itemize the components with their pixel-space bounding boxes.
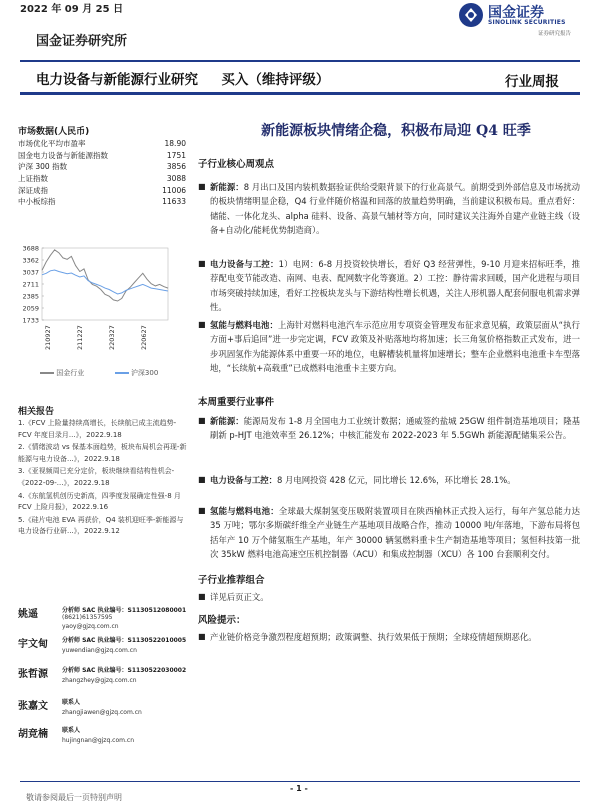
series-line-0: [42, 250, 168, 301]
header-divider: [20, 60, 580, 62]
analyst-email[interactable]: zhangzhey@gjzq.com.cn: [62, 677, 137, 684]
chart-legend: [40, 368, 158, 378]
core-point-item: [198, 180, 581, 238]
analyst-license: 分析师 SAC 执业编号：S1130512080001: [62, 607, 187, 614]
logo-text-cn: 国金证券: [488, 5, 544, 21]
event-label: 电力设备与工控：: [210, 475, 277, 485]
logo-subtitle: 证券研究报告: [538, 31, 572, 37]
analyst-license: 联系人: [62, 699, 81, 706]
y-tick-label: 3037: [22, 268, 39, 277]
event-item: [198, 414, 580, 443]
y-tick-label: 2059: [22, 304, 39, 313]
report-type: 行业周报: [505, 74, 559, 90]
event-item: [198, 473, 580, 487]
performance-chart: [18, 240, 188, 380]
market-row: 沪深 300 指数 3856: [18, 162, 186, 172]
y-tick-label: 2385: [22, 292, 39, 301]
analyst-card: [18, 663, 188, 699]
related-reports-list: [18, 418, 188, 539]
section-heading-core: 子行业核心周观点: [198, 159, 275, 170]
legend-label-hs300: 沪深300: [130, 369, 159, 377]
bullet-icon: ■: [198, 592, 206, 601]
related-report-link[interactable]: 5.《硅片电池 EVA 再获价，Q4 装机迎旺季-新能源与电力设备行业研...》，2022.9.12: [18, 515, 184, 536]
analyst-license: 分析师 SAC 执业编号：S1130522030002: [62, 667, 187, 674]
bullet-icon: ■: [198, 506, 206, 515]
event-text: 全球最大煤制氢变压吸附装置项目在陕西榆林正式投入运行，每年产氢总能力达 35 万吨；鄂尔多斯碳纤维全产业链生产基地项目战略合作，推动 10000 吨/年落地，下游布局将包括年产 10 万个储氢瓶生产基地，年产 30000 辆氢燃料重卡生产制造基地等项目；氢恒科技第一批次 35kW 燃料电池高速空压机控制器（ACU）和集成控制器（XCU）各 100 台套顺利交付。: [210, 506, 581, 560]
legend-swatch-hs300: [115, 372, 129, 374]
recommend-text: 详见后页正文。: [210, 592, 269, 602]
x-tick-label: 210927: [44, 325, 52, 350]
analyst-card: [18, 723, 188, 759]
related-report-link[interactable]: 2.《情绪波动 vs 保基本面趋势，板块布局机会再现-新能源与电力设备...》，2022.9.18: [18, 443, 187, 463]
related-report-link[interactable]: 1.《FCV 上险量持续高增长，长续航已成主流趋势-FCV 年度目录月...》，2022.9.18: [18, 419, 177, 439]
risk-text: 产业链价格竞争激烈程度超预期；政策调整、执行效果低于预期；全球疫情超预期恶化。: [210, 632, 537, 642]
core-point-text: 上海针对燃料电池汽车示范应用专项资金管理发布征求意见稿，政策层面从“执行方面+事后追回”进一步完定调，FCV 政策及补贴落地均将加速；长三角氢价格指数正式发布，进一步巩固氢作为能源体系中重要一环的地位，电解槽装机量将加速增长；整车企业燃料电池重卡车型落地，“长续航+高载重”已成燃料电池重卡主要方向。: [210, 320, 580, 374]
analyst-email[interactable]: yuwendian@gjzq.com.cn: [62, 647, 137, 654]
x-tick-label: 220627: [140, 325, 148, 350]
core-point-label: 电力设备与工控：: [210, 259, 279, 269]
analyst-email[interactable]: zhangjiawen@gjzq.com.cn: [62, 709, 142, 716]
analyst-phone: (8621)61357595: [62, 614, 113, 621]
market-data-table: [18, 138, 186, 208]
core-point-item: [198, 257, 581, 315]
analyst-name: 张嘉文: [18, 701, 48, 712]
bullet-icon: ■: [198, 259, 206, 268]
related-report-link[interactable]: 3.《亚视频周已充分定价，板块继续看结构性机会-《2022-09-...》，2022.9.18: [18, 467, 175, 487]
logo-text-en: SINOLINK SECURITIES: [488, 19, 566, 26]
recommend-item: [198, 590, 580, 604]
analyst-name: 宇文甸: [18, 639, 48, 650]
risk-item: [198, 630, 580, 644]
footer-divider: [20, 781, 580, 782]
event-label: 新能源：: [210, 416, 244, 426]
industry-name: 电力设备与新能源行业研究: [36, 72, 198, 88]
event-text: 8 月电网投资 428 亿元，同比增长 12.6%，环比增长 28.1%。: [277, 475, 516, 485]
event-text: 能源局发布 1-8 月全国电力工业统计数据；通威签约盐城 25GW 组件制造基地项目；隆基刷新 p-HJT 电池效率至 26.12%；中核汇能发布 2022-2023 年 5.5GWh 新能源配储集采公告。: [210, 416, 580, 441]
y-tick-label: 3688: [22, 244, 39, 253]
y-tick-label: 1733: [22, 316, 39, 325]
bullet-icon: ■: [198, 320, 206, 329]
bullet-icon: ■: [198, 182, 206, 191]
industry-rating-line: [36, 68, 329, 88]
org-name: 国金证券研究所: [36, 34, 128, 49]
y-tick-label: 3362: [22, 256, 39, 265]
core-point-label: 氢能与燃料电池：: [210, 320, 279, 330]
related-reports-heading: 相关报告: [18, 407, 55, 417]
title-divider: [20, 92, 580, 95]
rating: 买入（维持评级）: [221, 72, 330, 88]
market-row: 国金电力设备与新能源指数 1751: [18, 150, 186, 160]
analyst-email[interactable]: yaoy@gjzq.com.cn: [62, 623, 119, 630]
core-point-item: [198, 318, 580, 376]
core-point-text: 1）电网：6-8 月投资较快增长，看好 Q3 经营弹性，9-10 月迎来招标旺季，推荐配电变节能改造、南网、电表、配网数字化等赛道。2）工控：静待需求回暖，国产化进程与项目市场突破持续加速，看好工控板块龙头与下游结构性增长机遇，关注人形机器人配套伺服电机需求弹性。: [210, 259, 581, 313]
analyst-license: 分析师 SAC 执业编号：S1130522010005: [62, 637, 187, 644]
company-logo: [458, 2, 588, 38]
y-tick-label: 2711: [22, 280, 39, 289]
logo-mark-icon: [458, 2, 484, 28]
report-title: 新能源板块情绪企稳，积极布局迎 Q4 旺季: [261, 123, 531, 139]
section-heading-events: 本周重要行业事件: [198, 397, 275, 408]
bullet-icon: ■: [198, 475, 206, 484]
related-report-link[interactable]: 4.《东航氢机创历史新高，四季度发展确定性强-8 月 FCV 上险月报》，2022.9.16: [18, 491, 181, 512]
bullet-icon: ■: [198, 632, 206, 641]
analyst-name: 胡竞楠: [18, 729, 48, 740]
x-tick-label: 211227: [76, 325, 84, 350]
event-label: 氢能与燃料电池：: [210, 506, 279, 516]
market-row: 上证指数 3088: [18, 174, 186, 184]
page-number: - 1 -: [290, 784, 308, 793]
x-tick-label: 220327: [108, 325, 116, 350]
analyst-email[interactable]: hujingnan@gjzq.com.cn: [62, 737, 134, 744]
analyst-name: 张哲源: [18, 669, 48, 680]
core-point-label: 新能源：: [210, 182, 244, 192]
section-heading-risk: 风险提示：: [198, 615, 246, 626]
market-row: 深证成指 11006: [18, 185, 186, 195]
analyst-name: 姚遥: [18, 609, 38, 620]
core-point-text: 8 月出口及国内装机数据验证供给受限背景下的行业高景气。前期受到外部信息及市场扰动的板块情绪明显企稳，Q4 行业伴随价格温和回落的放量趋势明确，当前建议积极布局。重点看好：储能、一体化龙头、alpha 硅料、设备、高景气辅材等方向，同时建议关注海外自建产业链主线（设备+自动化/能耗优势制造商）。: [210, 182, 581, 236]
legend-swatch-industry: [40, 372, 54, 374]
market-row: 中小板综指 11633: [18, 197, 186, 207]
analyst-license: 联系人: [62, 727, 81, 734]
market-row: 市场优化平均市盈率 18.90: [18, 139, 186, 148]
section-heading-recommend: 子行业推荐组合: [198, 575, 265, 586]
event-item: [198, 504, 581, 562]
bullet-icon: ■: [198, 416, 206, 425]
plot-frame: [42, 248, 168, 320]
legend-label-industry: 国金行业: [56, 369, 85, 377]
report-date: 2022 年 09 月 25 日: [20, 4, 124, 15]
market-data-heading: 市场数据(人民币): [18, 127, 90, 137]
footer-note: 敬请参阅最后一页特别声明: [26, 793, 122, 802]
